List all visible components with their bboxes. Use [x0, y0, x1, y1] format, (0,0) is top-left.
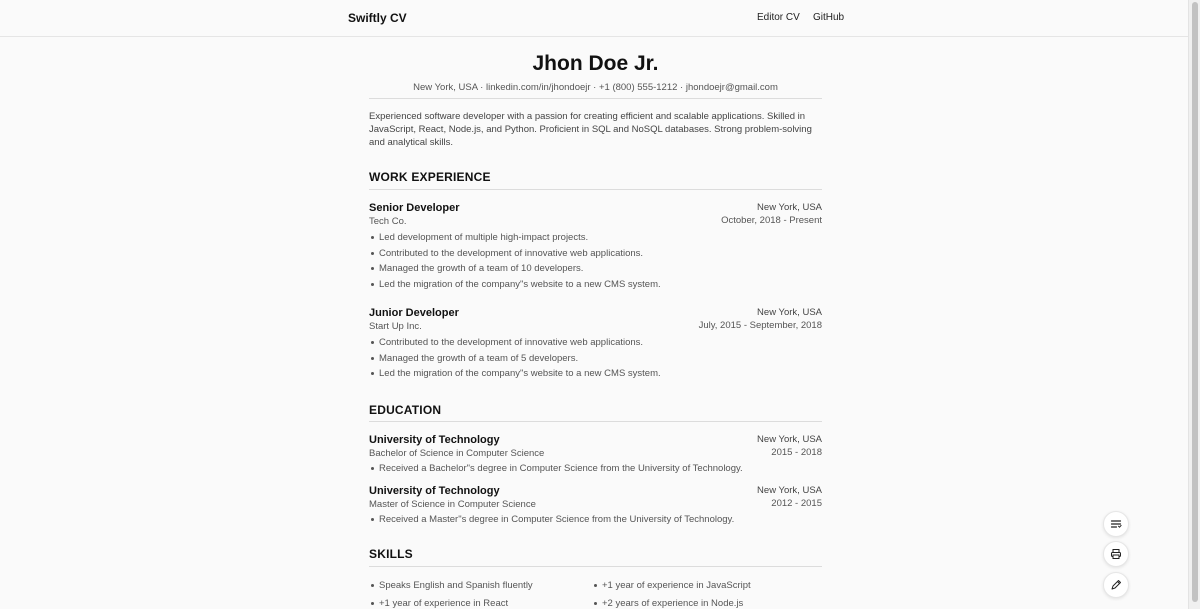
divider: [369, 421, 822, 422]
skill-item: +1 year of experience in React: [379, 597, 533, 609]
list-item: Received a Master"s degree in Computer Science from the University of Technology.: [379, 514, 735, 525]
top-navbar: [0, 0, 1188, 37]
divider: [369, 189, 822, 190]
cv-name: Jhon Doe Jr.: [532, 52, 659, 75]
page-scrollbar[interactable]: [1188, 0, 1200, 609]
job-title: Junior Developer: [369, 307, 459, 319]
edit-icon: [1110, 579, 1122, 591]
job-dates: July, 2015 - September, 2018: [698, 320, 822, 331]
sections-toggle-button[interactable]: [1103, 511, 1129, 537]
education-bullets: [379, 462, 743, 475]
job-location: New York, USA: [757, 202, 822, 213]
nav-editor-cv-link[interactable]: Editor CV: [757, 12, 800, 23]
cv-summary: Experienced software developer with a passion for creating efficient and scalable applications. Skilled in JavaScript, React, Node.js, and Python. Proficient in SQL and NoSQL databases. Strong problem-solving and analytical skills.: [369, 111, 812, 148]
scroll-thumb[interactable]: [1192, 2, 1198, 602]
work-entry: [369, 307, 822, 382]
divider: [369, 98, 822, 99]
skill-item: +1 year of experience in JavaScript: [602, 579, 751, 597]
cv-contact-line: New York, USA · linkedin.com/in/jhondoejr · +1 (800) 555-1212 · jhondoejr@gmail.com: [413, 82, 778, 93]
education-dates: 2015 - 2018: [771, 447, 822, 458]
education-entry: [369, 434, 822, 474]
job-bullets: [379, 231, 661, 293]
skills-list-left: [379, 579, 533, 609]
divider: [369, 566, 822, 567]
job-title: Senior Developer: [369, 202, 460, 214]
degree-name: Bachelor of Science in Computer Science: [369, 448, 545, 459]
education-dates: 2012 - 2015: [771, 498, 822, 509]
job-bullets: [379, 336, 661, 383]
school-name: University of Technology: [369, 434, 500, 446]
company-name: Tech Co.: [369, 216, 407, 227]
degree-name: Master of Science in Computer Science: [369, 499, 536, 510]
job-dates: October, 2018 - Present: [721, 215, 822, 226]
section-title-work: WORK EXPERIENCE: [369, 170, 491, 184]
education-bullets: [379, 513, 734, 526]
school-name: University of Technology: [369, 485, 500, 497]
list-item: Led development of multiple high-impact projects.: [379, 231, 661, 247]
sections-icon: [1110, 518, 1122, 530]
job-location: New York, USA: [757, 307, 822, 318]
list-item: Led the migration of the company"s website to a new CMS system.: [379, 367, 661, 383]
list-item: Contributed to the development of innovative web applications.: [379, 247, 661, 263]
school-location: New York, USA: [757, 434, 822, 445]
list-item: Managed the growth of a team of 10 developers.: [379, 262, 661, 278]
company-name: Start Up Inc.: [369, 321, 422, 332]
brand-logo[interactable]: Swiftly CV: [348, 11, 407, 25]
edit-button[interactable]: [1103, 572, 1129, 598]
work-entry: [369, 202, 822, 292]
list-item: Led the migration of the company"s website to a new CMS system.: [379, 278, 661, 294]
skill-item: +2 years of experience in Node.js: [602, 597, 751, 609]
list-item: Received a Bachelor"s degree in Computer Science from the University of Technology.: [379, 463, 743, 474]
section-title-skills: SKILLS: [369, 547, 413, 561]
school-location: New York, USA: [757, 485, 822, 496]
print-button[interactable]: [1103, 541, 1129, 567]
skills-list-right: [602, 579, 751, 609]
section-title-education: EDUCATION: [369, 403, 442, 417]
print-icon: [1110, 548, 1122, 560]
education-entry: [369, 485, 822, 525]
nav-github-link[interactable]: GitHub: [813, 12, 845, 23]
skill-item: Speaks English and Spanish fluently: [379, 579, 533, 597]
list-item: Managed the growth of a team of 5 developers.: [379, 352, 661, 368]
list-item: Contributed to the development of innovative web applications.: [379, 336, 661, 352]
